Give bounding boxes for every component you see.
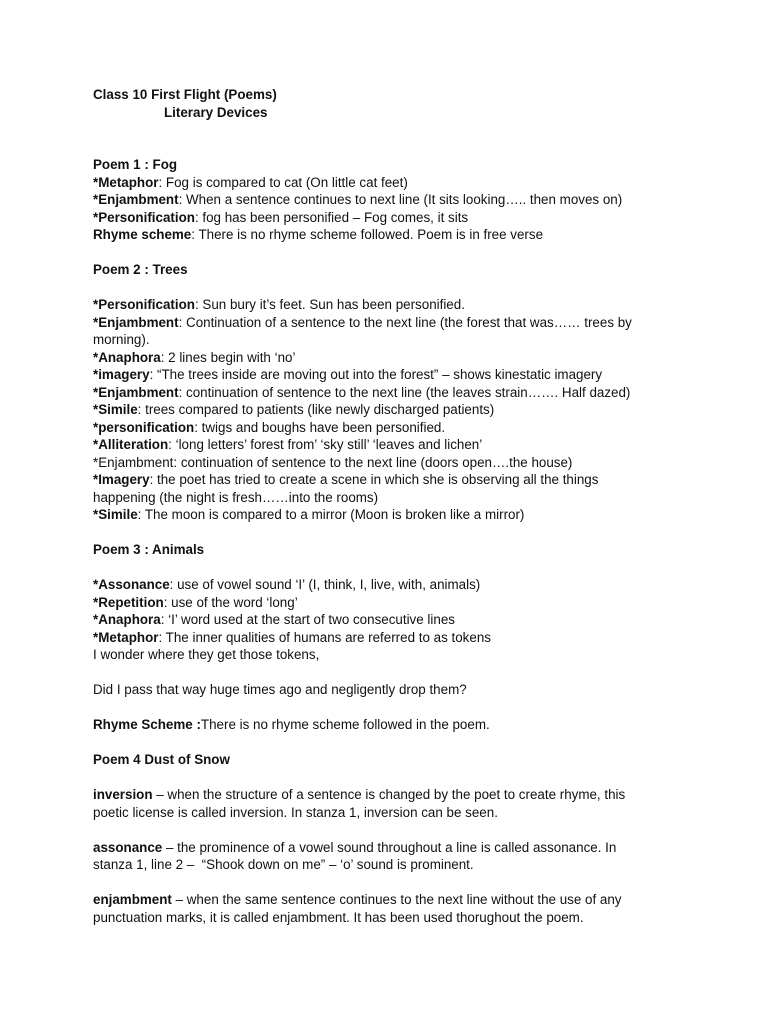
text-line <box>93 839 683 857</box>
text-line <box>93 891 683 909</box>
term-description: stanza 1, line 2 – “Shook down on me” – ‘o’ sound is prominent. <box>93 857 474 872</box>
term-description: Enjambment: continuation of sentence to the next line (doors open….the house) <box>98 454 573 470</box>
term-label: inversion <box>93 787 153 802</box>
term-label: *Repetition <box>93 594 164 610</box>
term-label: Rhyme Scheme : <box>93 717 201 732</box>
term-description: : ‘I’ word used at the start of two consecutive lines <box>160 612 455 627</box>
term-label: *Metaphor <box>93 629 159 645</box>
term-label: Poem 3 : Animals <box>93 542 205 557</box>
paragraph-gap <box>93 769 683 787</box>
term-description: : use of vowel sound ‘I’ (I, think, I, live, with, animals) <box>169 577 481 592</box>
text-line <box>93 261 683 279</box>
text-line <box>93 454 683 472</box>
paragraph-gap <box>93 821 683 839</box>
term-label: *Anaphora <box>93 612 161 627</box>
term-label: *Assonance <box>93 577 170 592</box>
term-description: : Fog is compared to cat (On little cat feet) <box>158 174 408 190</box>
term-description: : use of the word ‘long’ <box>163 594 298 610</box>
text-line <box>93 541 683 559</box>
paragraph-gap <box>93 559 683 577</box>
text-line <box>93 331 683 349</box>
term-description: – the prominence of a vowel sound throughout a line is called assonance. In <box>162 839 617 855</box>
term-description: : trees compared to patients (like newly discharged patients) <box>137 402 495 417</box>
text-line <box>93 436 683 454</box>
term-label: enjambment <box>93 892 172 907</box>
term-description: Did I pass that way huge times ago and negligently drop them? <box>93 682 467 697</box>
text-line <box>93 314 683 332</box>
term-label: *Enjambment <box>93 314 179 330</box>
term-description: There is no rhyme scheme followed in the poem. <box>200 717 490 732</box>
text-line <box>93 489 683 507</box>
term-label: *Personification <box>93 297 195 312</box>
text-line <box>93 349 683 367</box>
text-line <box>93 226 683 244</box>
document-body <box>93 86 683 926</box>
text-line <box>93 471 683 489</box>
text-line <box>93 174 683 192</box>
term-description: : 2 lines begin with ‘no’ <box>160 349 296 365</box>
term-description: – when the structure of a sentence is changed by the poet to create rhyme, this <box>152 787 626 802</box>
paragraph-gap <box>93 874 683 892</box>
text-line <box>93 716 683 734</box>
term-label: *Enjambment <box>93 384 179 400</box>
term-label: Rhyme scheme <box>93 227 192 242</box>
term-label: assonance <box>93 839 163 855</box>
term-description: : fog has been personified – Fog comes, it sits <box>194 209 469 225</box>
term-description: : ‘long letters’ forest from’ ‘sky still’ ‘leaves and lichen’ <box>168 437 483 452</box>
paragraph-gap <box>93 244 683 262</box>
term-description: : When a sentence continues to next line (It sits looking….. then moves on) <box>178 192 623 207</box>
text-line <box>93 296 683 314</box>
term-description: morning). <box>93 332 150 347</box>
text-line <box>93 786 683 804</box>
term-label: *personification <box>93 419 195 435</box>
text-line <box>93 629 683 647</box>
text-line <box>93 681 683 699</box>
text-line <box>93 909 683 927</box>
term-description: : twigs and boughs have been personified. <box>194 419 446 435</box>
text-line <box>93 384 683 402</box>
term-description: – when the same sentence continues to the next line without the use of any <box>171 892 622 907</box>
text-line <box>93 804 683 822</box>
document-title: Class 10 First Flight (Poems) <box>93 87 277 102</box>
term-description: : The inner qualities of humans are referred to as tokens <box>158 629 491 645</box>
term-description: : Sun bury it’s feet. Sun has been personified. <box>194 297 465 312</box>
spacer <box>93 121 683 156</box>
term-label: *Anaphora <box>93 349 161 365</box>
term-label: Poem 2 : Trees <box>93 262 188 277</box>
text-line <box>93 856 683 874</box>
term-label: *Alliteration <box>93 437 169 452</box>
term-description: punctuation marks, it is called enjambment. It has been used thorughout the poem. <box>93 909 584 925</box>
term-label: *Metaphor <box>93 174 159 190</box>
text-line <box>93 506 683 524</box>
term-label: *imagery <box>93 367 150 382</box>
term-label: *Personification <box>93 209 195 225</box>
term-description: happening (the night is fresh……into the rooms) <box>93 489 379 505</box>
term-label: Poem 4 Dust of Snow <box>93 752 230 767</box>
text-line <box>93 594 683 612</box>
paragraph-gap <box>93 699 683 717</box>
term-description: : “The trees inside are moving out into the forest” – shows kinestatic imagery <box>149 367 603 382</box>
term-description: poetic license is called inversion. In stanza 1, inversion can be seen. <box>93 804 498 820</box>
term-label: *Enjambment <box>93 192 179 207</box>
text-line <box>93 751 683 769</box>
text-line <box>93 191 683 209</box>
paragraph-gap <box>93 734 683 752</box>
term-label: *Imagery <box>93 472 150 487</box>
text-line <box>93 401 683 419</box>
term-description: : continuation of sentence to the next line (the leaves strain……. Half dazed) <box>178 384 631 400</box>
term-label: Poem 1 : Fog <box>93 157 178 172</box>
term-label: *Simile <box>93 507 138 522</box>
text-line <box>93 209 683 227</box>
term-description: : The moon is compared to a mirror (Moon is broken like a mirror) <box>137 507 525 522</box>
text-line <box>93 646 683 664</box>
text-line <box>93 576 683 594</box>
term-description: I wonder where they get those tokens, <box>93 647 320 662</box>
text-line <box>93 366 683 384</box>
paragraph-gap <box>93 664 683 682</box>
text-line <box>93 156 683 174</box>
document-content <box>93 156 683 926</box>
text-line <box>93 611 683 629</box>
term-description: : the poet has tried to create a scene in which she is observing all the things <box>149 472 599 487</box>
text-line <box>93 419 683 437</box>
term-description: : Continuation of a sentence to the next line (the forest that was…… trees by <box>178 314 632 330</box>
paragraph-gap <box>93 524 683 542</box>
term-description: : There is no rhyme scheme followed. Poem is in free verse <box>191 227 544 242</box>
term-label: *Simile <box>93 402 138 417</box>
paragraph-gap <box>93 279 683 297</box>
text-prefix: * <box>93 454 99 470</box>
document-subtitle: Literary Devices <box>164 104 268 120</box>
